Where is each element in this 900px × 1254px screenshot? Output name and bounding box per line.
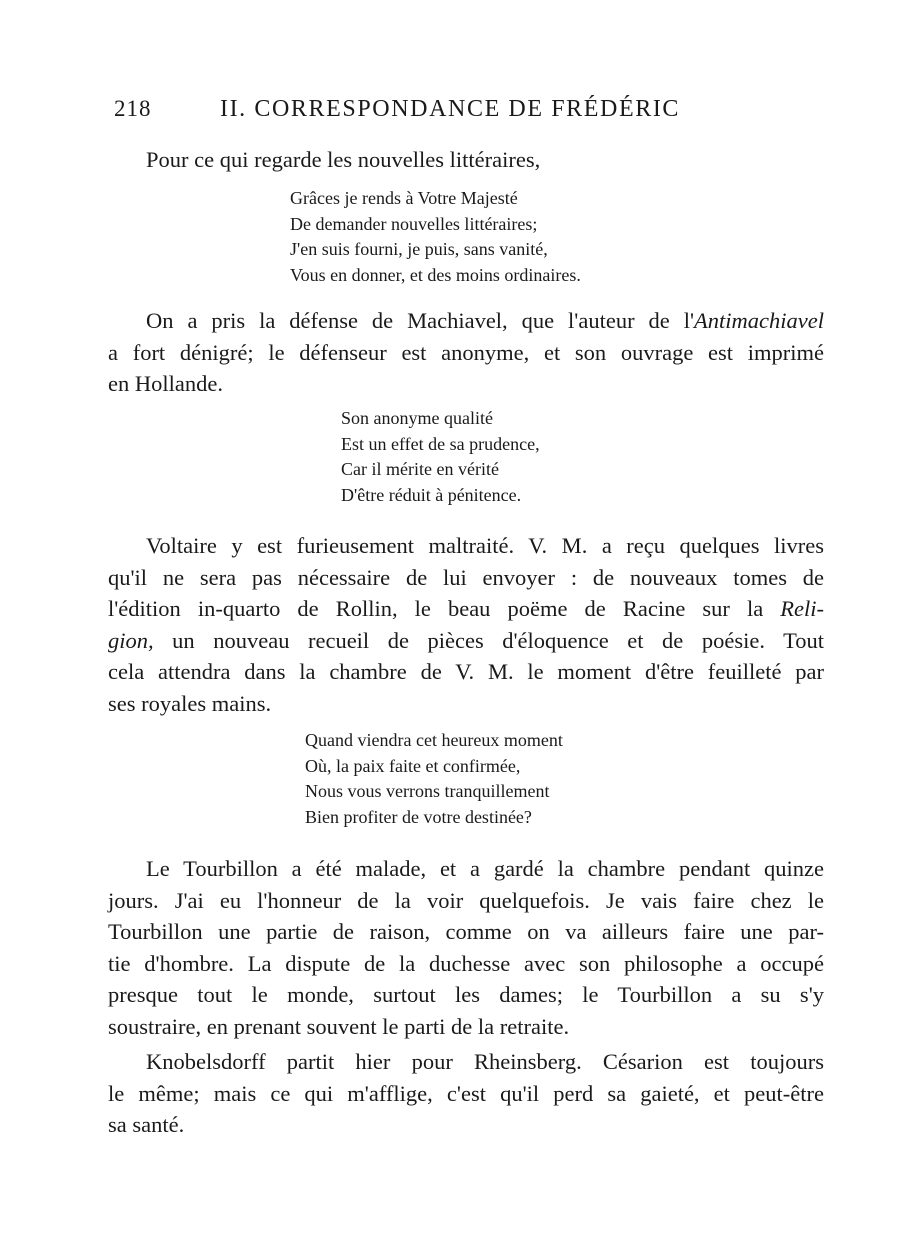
verse-line: Grâces je rends à Votre Majesté: [290, 188, 518, 208]
paragraph-4: [108, 853, 824, 1042]
text-run: On a pris la défense de Machiavel, que l'auteur de l': [146, 308, 695, 333]
paragraph-line: qu'il ne sera pas nécessaire de lui envoyer : de nouveaux tomes de: [108, 564, 824, 590]
paragraph-line: Voltaire y est furieusement maltraité. V. M. a reçu quelques livres: [146, 533, 824, 558]
paragraph-line: [108, 625, 824, 657]
paragraph-line: ses royales mains.: [108, 690, 272, 716]
paragraph-line: le même; mais ce qui m'afflige, c'est qu'il perd sa gaieté, et peut-être: [108, 1080, 824, 1106]
verse-line: Est un effet de sa prudence,: [341, 433, 540, 454]
verse-line: Quand viendra cet heureux moment: [305, 730, 563, 750]
paragraph-line: tie d'hombre. La dispute de la duchesse avec son philosophe a occupé: [108, 950, 824, 976]
paragraph-line: jours. J'ai eu l'honneur de la voir quelquefois. Je vais faire chez le: [108, 887, 824, 913]
verse-line: Où, la paix faite et confirmée,: [305, 755, 521, 776]
paragraph-1: [108, 144, 824, 176]
verse-line: Car il mérite en vérité: [341, 459, 499, 479]
verse-line: Son anonyme qualité: [341, 408, 493, 428]
verse-3: [305, 728, 563, 830]
text-run: l'édition in-quarto de Rollin, le beau poëme de Racine sur la: [108, 596, 781, 621]
running-title: II. CORRESPONDANCE DE FRÉDÉRIC: [220, 96, 681, 122]
verse-1: [290, 186, 581, 288]
paragraph-line: [108, 305, 824, 337]
page-header: [112, 96, 832, 130]
paragraph-line: Le Tourbillon a été malade, et a gardé la chambre pendant quinze: [146, 856, 824, 881]
paragraph-line: sa santé.: [108, 1112, 185, 1137]
paragraph-line: presque tout le monde, surtout les dames; le Tourbillon a su s'y: [108, 982, 824, 1007]
paragraph-line: soustraire, en prenant souvent le parti de la retraite.: [108, 1013, 570, 1039]
verse-line: Nous vous verrons tranquillement: [305, 781, 550, 801]
verse-line: De demander nouvelles littéraires;: [290, 213, 538, 234]
verse-line: Vous en donner, et des moins ordinaires.: [290, 264, 581, 285]
italic-title: gion,: [108, 627, 154, 653]
paragraph-3: [108, 530, 824, 719]
paragraph-2: [108, 305, 824, 400]
italic-title: Reli-: [780, 596, 824, 621]
paragraph-line: Knobelsdorff partit hier pour Rheinsberg. Césarion est toujours: [146, 1049, 824, 1074]
verse-2: [341, 406, 540, 508]
paragraph-line: a fort dénigré; le défenseur est anonyme, et son ouvrage est imprimé: [108, 339, 824, 365]
paragraph-line: [108, 593, 824, 625]
verse-line: J'en suis fourni, je puis, sans vanité,: [290, 239, 548, 259]
verse-line: D'être réduit à pénitence.: [341, 484, 522, 505]
page-number: 218: [114, 96, 152, 121]
verse-line: Bien profiter de votre destinée?: [305, 806, 532, 827]
italic-title: Antimachiavel: [694, 308, 824, 333]
paragraph-line: Pour ce qui regarde les nouvelles littéraires,: [146, 147, 541, 172]
paragraph-line: Tourbillon une partie de raison, comme on va ailleurs faire une par-: [108, 919, 824, 944]
paragraph-line: cela attendra dans la chambre de V. M. le moment d'être feuilleté par: [108, 659, 824, 684]
text-run: un nouveau recueil de pièces d'éloquence et de poésie. Tout: [153, 627, 824, 653]
paragraph-line: en Hollande.: [108, 371, 223, 396]
paragraph-5: [108, 1046, 824, 1141]
